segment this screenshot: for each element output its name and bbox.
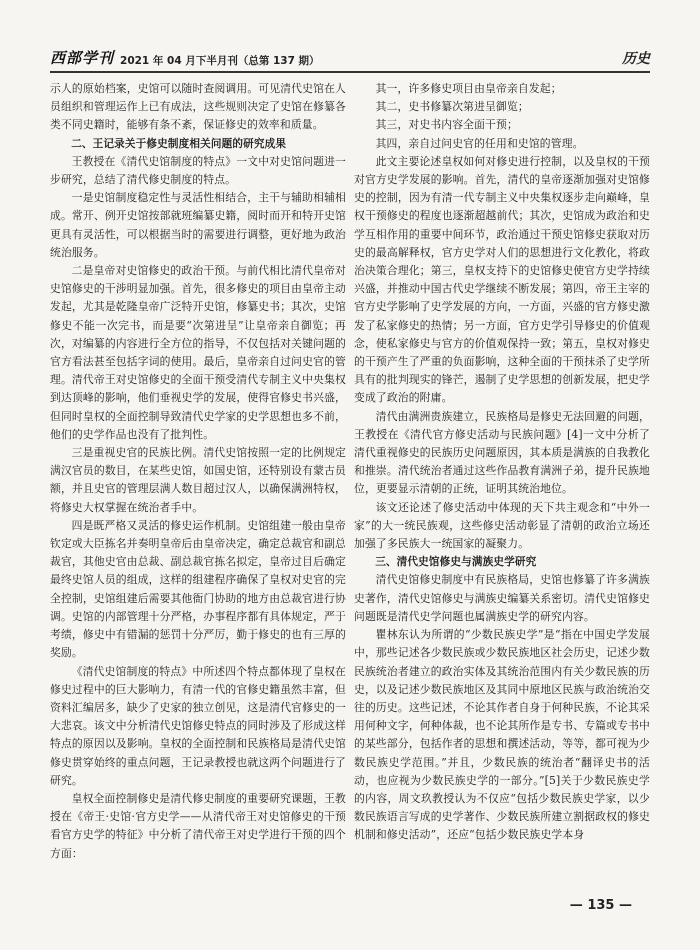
section-name: 历史 xyxy=(622,51,650,67)
paragraph: 此文主要论述皇权如何对修史进行控制，以及皇权的干预对官方史学发展的影响。首先，清代的皇帝逐渐加强对史馆修史的控制，因为有清一代专制主义中央集权逐步走向巅峰，皇权干预修史的程度也逐渐超越前代；其次，史馆成为政治和史学互相作用的重要中间环节，政治通过干预史馆修史获取对历史的最高解释权，官方史学对人们的思想进行文化教化，将政治决策合理化；第三，皇权支持下的史馆修史使官方史学持续兴盛，并推动中国古代史学继续不断发展；第四，帝王主宰的官方史学影响了史学发展的方向，一方面，兴盛的官方修史激发了私家修史的热情；另一方面，官方史学引导修史的价值观念，使私家修史与官方的价值观保持一致；第五，皇权对修史的干预产生了严重的负面影响，这种全面的干预抹杀了史学所具有的批判现实的锋芒，遏制了史学思想的创新发展，把史学变成了政治的附庸。 xyxy=(354,154,650,405)
paragraph: 清代由满洲贵族建立，民族格局是修史无法回避的问题，王教授在《清代官方修史活动与民族问题》[4]一文中分析了清代重视修史的民族历史问题原因，其本质是满族的自我教化和推崇。清代统治者通过这些作品教育满洲子弟，提升民族地位，更要显示清朝的正统，证明其统治地位。 xyxy=(354,409,650,496)
paragraph: 皇权全面控制修史是清代修史制度的重要研究课题，王教授在《帝王·史馆·官方史学——从清代帝王对史馆修史的干预看官方史学的特征》中分析了清代帝王对史学进行干预的四个方面： xyxy=(50,791,346,860)
paragraph: 四是既严格又灵活的修史运作机制。史馆组建一般由皇帝钦定或大臣拣名并奏明皇帝后由皇帝决定，确定总裁官和副总裁官，其他史官由总裁、副总裁官拣名拟定，皇帝过目后确定最终史馆人员的组成，这样的组建程序确保了皇权对史官的完全控制，史馆组建后需要其他衙门协助的地方由总裁官进行协调。史馆的内部管理十分严格，办事程序都有具体规定，严于考绩，修史中有错漏的惩罚十分严厉，勤于修史的也有三厚的奖励。 xyxy=(50,518,346,660)
paragraph: 一是史馆制度稳定性与灵活性相结合，主干与辅助相辅相成。常开、例开史馆按部就班编纂史籍，阅时而开和特开史馆更具有灵活性，可以根据当时的需要进行调整，更好地为政治统治服务。 xyxy=(50,191,346,259)
paragraph: 王教授在《清代史馆制度的特点》一文中对史馆问题进一步研究，总结了清代修史制度的特点。 xyxy=(50,154,346,187)
page-number: — 135 — xyxy=(569,898,632,913)
list-item: 其四，亲自过问史官的任用和史馆的管理。 xyxy=(375,136,584,150)
left-column xyxy=(50,80,346,863)
section-heading: 三、清代史馆修史与满族史学研究 xyxy=(375,556,537,569)
header-left xyxy=(50,47,320,68)
paragraph: 二是皇帝对史馆修史的政治干预。与前代相比清代皇帝对史馆修史的干涉明显加强。首先，很多修史的项目由皇帝主动发起，尤其是乾隆皇帝广泛特开史馆，修纂史书；其次，史馆修史不能一次完书，而是要“次第进呈”让皇帝亲自御览；再次，对编纂的内容进行全方位的指导，不仅包括对关键问题的官方看法甚至包括字词的使用。最后，皇帝亲自过问史官的管理。清代帝王对史馆修史的全面干预受清代专制主义中央集权到达顶峰的影响，他们垂视史学的发展，使得官修史书兴盛，但同时皇权的全面控制导致清代史学家的史学思想也多不前，他们的史学作品也没有了批判性。 xyxy=(50,264,346,441)
paragraph: 瞿林东认为所谓的“少数民族史学”是“指在中国史学发展中，那些记述各少数民族或少数民族地区社会历史，记述少数民族统治者建立的政治实体及其统治范围内有关少数民族的历史，以及记述少数民族地区及其同中原地区民族与政治统治交往的历史。这些记述，不论其作者自身于何种民族，不论其采用何种文字，何种体裁，也不论其所作是专书、专篇或专书中的某些部分，包括作者的思想和撰述活动，等等，都可视为少数民族史学范围。”并且，少数民族的统治者“翻译史书的活动，也应视为少数民族史学的一部分。”[5]关于少数民族史学的内容，周文玖教授认为不仅应“包括少数民族史学家，以少数民族语言写成的史学著作、少数民族所建立割据政权的修史机制和修史活动”，还应“包括少数民族史学本身 xyxy=(354,628,650,842)
paragraph: 清代史馆修史制度中有民族格局，史馆也修纂了许多满族史著作，清代史馆修史与满族史编纂关系密切。清代史馆修史问题既是清代史学问题也属满族史学的研究内容。 xyxy=(354,573,650,623)
list-item: 其三，对史书内容全面干预； xyxy=(375,118,518,132)
right-column xyxy=(354,80,650,845)
list-item: 其一，许多修史项目由皇帝亲自发起； xyxy=(375,82,562,95)
running-header xyxy=(50,46,650,73)
section-heading: 二、王记录关于修史制度相关问题的研究成果 xyxy=(71,137,287,150)
paragraph: 三是重视史官的民族比例。清代史馆按照一定的比例规定满汉官员的数目，在某些史馆，如国史馆，还特别设有蒙古员额，并且史官的管理层满人数目超过汉人，以确保满洲特权，将修史大权掌握在统治者手中。 xyxy=(50,446,346,514)
paragraph: 《清代史馆制度的特点》中所述四个特点都体现了皇权在修史过程中的巨大影响力，有清一代的官修史籍虽然丰富，但资料汇编居多，缺少了史家的独立创见，这是清代官修史的一大悲哀。该文中分析清代史馆修史特点的同时涉及了形成这样特点的原因以及影响。皇权的全面控制和民族格局是清代史馆修史贯穿始终的重点问题，王记录教授也就这两个问题进行了研究。 xyxy=(50,664,346,787)
list-item: 其二，史书修纂次第进呈御览； xyxy=(375,100,529,114)
paragraph: 示人的原始档案，史馆可以随时查阅调用。可见清代史馆在人员组织和管理运作上已有成法，这些规则决定了史馆在修纂各类不同史籍时，能够有条不紊，保证修史的效率和质量。 xyxy=(50,82,346,132)
paragraph: 该文还论述了修史活动中体现的天下共主观念和“中外一家”的大一统民族观，这些修史活动彰显了清朝的政治立场还加强了多民族大一统国家的凝聚力。 xyxy=(354,500,650,551)
journal-logo: 西部学刊 xyxy=(50,49,115,67)
issue-info: 2021 年 04 月下半月刊（总第 137 期） xyxy=(120,55,320,67)
